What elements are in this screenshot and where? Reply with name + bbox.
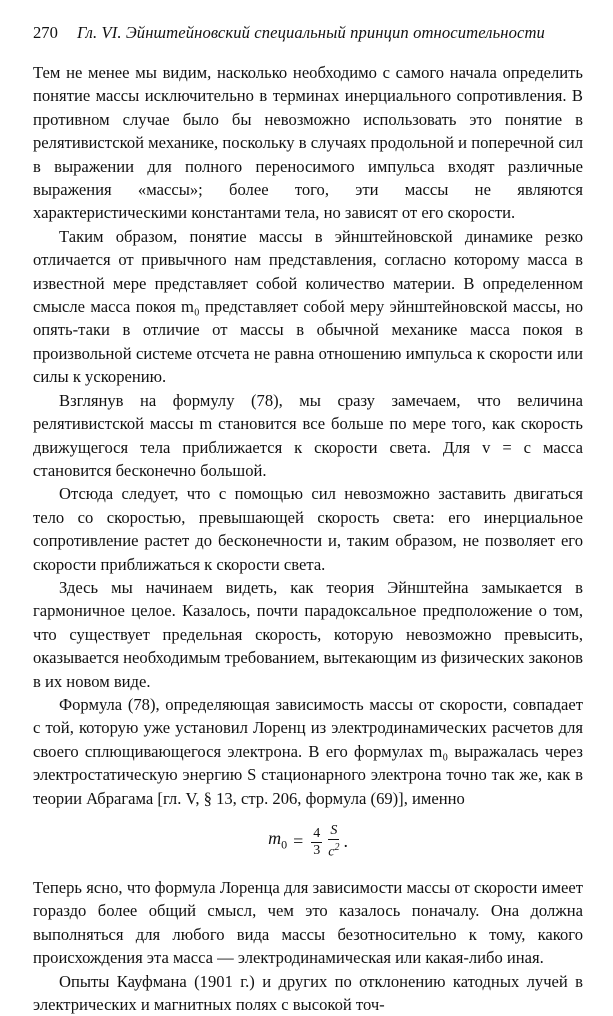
paragraph-7: Теперь ясно, что формула Лоренца для зависимости массы от скорости имеет гораздо более общий смысл, чем это казалось поначалу. Она должна выполняться для любого вида массы безотносительно к тому, какого происхождения эта масса — электродинамическая или какая-либо иная.	[33, 878, 583, 968]
page-header	[33, 22, 583, 44]
paragraph-3: Взглянув на формулу (78), мы сразу замечаем, что величина релятивистской массы m становится все больше по мере того, как скорость движущегося тела приближается к скорости света. Для v = c масса становится бесконечно большой.	[33, 390, 583, 480]
page-number: 270	[33, 23, 58, 42]
formula-end: .	[343, 831, 348, 852]
paragraph-1: Тем не менее мы видим, насколько необходимо с самого начала определить понятие массы исключительно в терминах инерциального сопротивления. В противном случае было бы невозможно использовать это понятие в релятивистской механике, поскольку в случаях продольной и поперечной сил в выражении для полного переносимого импульса входят различные выражения «массы»; более того, эти массы не являются характеристическими константами тела, но зависят от его скорости.	[33, 63, 583, 223]
fraction-s-over-c2: $\frac{S}{c^2}$	[328, 823, 340, 860]
formula-lhs: $m_0$	[268, 828, 288, 852]
paragraph-2: Таким образом, понятие массы в эйнштейновской динамике резко отличается от привычного нам представления, согласно которому масса в известной мере представляет собой количество материи. В определенном смысле масса покоя m₀ представляет собой меру эйнштейновской массы, но опять-таки в отличие от массы в обычной механике масса покоя в произвольной системе отсчета не равна отношению импульса к скорости или силы к ускорению.	[33, 226, 583, 387]
paragraph-5: Здесь мы начинаем видеть, как теория Эйнштейна замыкается в гармоничное целое. Казалось, почти парадоксальное предположение о том, что существует предельная скорость, которую невозможно превысить, оказывается необходимым требованием, вытекающим из физических законов в их новом виде.	[33, 577, 583, 691]
formula-equals: =	[293, 831, 304, 852]
mass-formula	[33, 812, 583, 872]
paragraph-4: Отсюда следует, что с помощью сил невозможно заставить двигаться тело со скоростью, превышающей скорость света: его инерциальное сопротивление растет до бесконечности и, таким образом, не позволяет его скорости приближаться к скорости света.	[33, 484, 583, 574]
fraction-four-thirds: $\frac{4}{3}$	[313, 825, 321, 858]
paragraph-6: Формула (78), определяющая зависимость массы от скорости, совпадает с той, которую уже установил Лоренц из электродинамических расчетов для своего сплющивающегося электрона. В его формулах m₀ выражалась через электростатическую энергию S стационарного электрона точно так же, как в теории Абрагама [гл. V, § 13, стр. 206, формула (69)], именно	[33, 694, 583, 808]
paragraph-8: Опыты Кауфмана (1901 г.) и других по отклонению катодных лучей в электрических и магнитных полях с высокой точ-	[33, 971, 583, 1015]
running-head: Гл. VI. Эйнштейновский специальный принцип относительности	[77, 23, 545, 42]
